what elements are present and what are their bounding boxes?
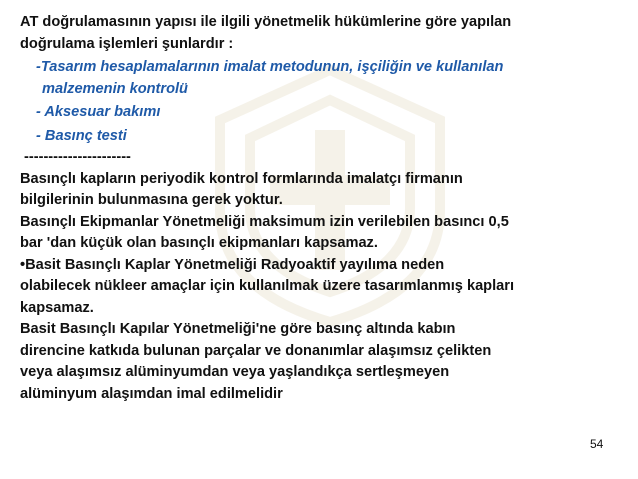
slide-content bbox=[20, 12, 620, 405]
paragraph-line-7: kapsamaz. bbox=[20, 299, 94, 316]
blue-item-1-line-2: malzemenin kontrolü bbox=[42, 80, 188, 97]
blue-item-1-line-1: -Tasarım hesaplamalarının imalat metodunun, işçiliğin ve kullanılan bbox=[36, 59, 504, 75]
paragraph-line-2: bilgilerinin bulunmasına gerek yoktur. bbox=[20, 192, 283, 208]
page-number: 54 bbox=[590, 437, 604, 451]
paragraph-line-6: olabilecek nükleer amaçlar için kullanılmak üzere tasarımlanmış kapları bbox=[20, 278, 514, 294]
separator: ---------------------- bbox=[24, 149, 131, 165]
paragraph-line-1: Basınçlı kapların periyodik kontrol formlarında imalatçı firmanın bbox=[20, 170, 463, 187]
blue-item-3: - Basınç testi bbox=[36, 127, 127, 144]
paragraph-line-8: Basit Basınçlı Kapılar Yönetmeliği'ne göre basınç altında kabın bbox=[20, 321, 456, 337]
blue-item-2: - Aksesuar bakımı bbox=[36, 104, 161, 120]
paragraph-line-5: •Basit Basınçlı Kaplar Yönetmeliği Radyoaktif yayılıma neden bbox=[20, 256, 445, 273]
paragraph-line-3: Basınçlı Ekipmanlar Yönetmeliği maksimum izin verilebilen basıncı 0,5 bbox=[20, 213, 509, 230]
intro-line-1: AT doğrulamasının yapısı ile ilgili yönetmelik hükümlerine göre yapılan bbox=[20, 14, 512, 30]
paragraph-line-10: veya alaşımsız alüminyumdan veya yaşlandıkça sertleşmeyen bbox=[20, 364, 450, 380]
paragraph-line-11: alüminyum alaşımdan imal edilmelidir bbox=[20, 385, 283, 402]
intro-line-2: doğrulama işlemleri şunlardır : bbox=[20, 35, 234, 52]
paragraph-line-4: bar 'dan küçük olan basınçlı ekipmanları kapsamaz. bbox=[20, 235, 378, 251]
paragraph-line-9: direncine katkıda bulunan parçalar ve donanımlar alaşımsız çelikten bbox=[20, 342, 492, 359]
